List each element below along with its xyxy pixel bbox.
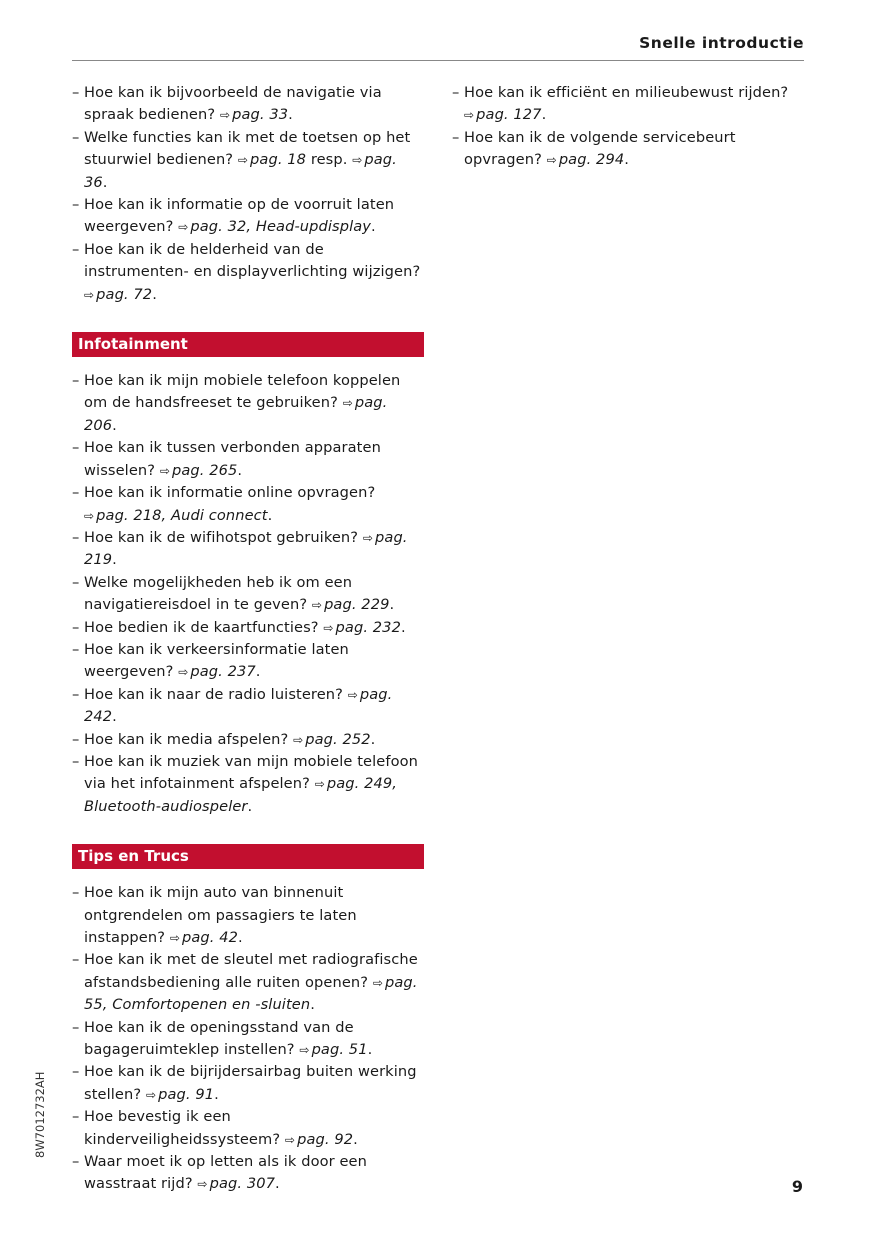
question-text: Hoe kan ik tussen verbonden apparaten wisselen? bbox=[84, 439, 381, 479]
page-reference-arrow-icon: ⇨ bbox=[323, 620, 334, 635]
question-text: . bbox=[255, 663, 261, 681]
question-text: . bbox=[400, 618, 406, 636]
question-item bbox=[72, 1017, 424, 1062]
question-item bbox=[452, 127, 804, 172]
question-text: . bbox=[237, 461, 243, 479]
section-heading-infotainment: Infotainment bbox=[72, 332, 424, 357]
page-reference-link[interactable]: pag. 32, Head-updisplay bbox=[190, 218, 372, 236]
page-reference-link[interactable]: pag. 242 bbox=[84, 685, 393, 726]
left-column bbox=[72, 82, 424, 1196]
question-text: Hoe kan ik mijn auto van binnenuit ontgrendelen om passagiers te laten instappen? bbox=[84, 884, 357, 946]
question-item bbox=[72, 882, 424, 949]
page-reference-arrow-icon: ⇨ bbox=[372, 975, 384, 990]
right-column bbox=[452, 82, 804, 172]
question-item bbox=[72, 82, 424, 127]
page-reference-link[interactable]: pag. 232 bbox=[335, 618, 401, 636]
page-reference-arrow-icon: ⇨ bbox=[145, 1087, 157, 1102]
question-item bbox=[72, 527, 424, 572]
question-text: . bbox=[112, 708, 117, 726]
page-reference-link[interactable]: pag. 206 bbox=[84, 394, 388, 434]
question-text: . bbox=[112, 551, 117, 569]
question-text: Hoe kan ik informatie op de voorruit laten weergeven? bbox=[84, 196, 395, 236]
question-item bbox=[72, 239, 424, 306]
page-reference-link[interactable]: pag. 218, Audi connect bbox=[96, 506, 268, 524]
page-reference-arrow-icon: ⇨ bbox=[546, 153, 557, 168]
question-text: . bbox=[353, 1130, 358, 1148]
page-reference-arrow-icon: ⇨ bbox=[178, 220, 189, 235]
question-text: . bbox=[247, 797, 253, 815]
question-text: Hoe kan ik efficiënt en milieubewust rijden? bbox=[464, 84, 789, 101]
intro-question-list bbox=[72, 82, 424, 306]
question-item bbox=[72, 1061, 424, 1106]
question-item bbox=[72, 482, 424, 527]
page-reference-arrow-icon: ⇨ bbox=[299, 1043, 310, 1058]
question-item bbox=[72, 1151, 424, 1196]
question-text: . bbox=[370, 730, 376, 748]
page-reference-link[interactable]: pag. 237 bbox=[190, 663, 256, 681]
page-reference-arrow-icon: ⇨ bbox=[342, 396, 353, 411]
question-text: Welke functies kan ik met de toetsen op het stuurwiel bedienen? bbox=[84, 128, 411, 169]
question-item bbox=[452, 82, 804, 127]
question-text: . bbox=[274, 1175, 280, 1193]
question-item bbox=[72, 370, 424, 437]
question-item bbox=[72, 437, 424, 482]
question-text: Hoe kan ik de helderheid van de instrumenten- en displayverlichting wijzigen? bbox=[84, 240, 421, 281]
question-text: Hoe kan ik mijn mobiele telefoon koppelen om de handsfreeset te gebruiken? bbox=[84, 372, 401, 412]
question-text: Hoe kan ik de openingsstand van de bagageruimteklep instellen? bbox=[84, 1018, 354, 1059]
section-heading-tips-en-trucs: Tips en Trucs bbox=[72, 844, 424, 869]
page-reference-arrow-icon: ⇨ bbox=[464, 108, 475, 123]
page-reference-arrow-icon: ⇨ bbox=[311, 598, 323, 613]
page-reference-arrow-icon: ⇨ bbox=[84, 508, 95, 523]
page-reference-link[interactable]: pag. 18 bbox=[250, 151, 307, 169]
question-item bbox=[72, 572, 424, 617]
question-item bbox=[72, 751, 424, 818]
page-reference-link[interactable]: pag. 307 bbox=[209, 1175, 275, 1193]
right-question-list bbox=[452, 82, 804, 172]
question-text: . bbox=[541, 106, 547, 124]
question-text: . bbox=[367, 1041, 373, 1059]
page-reference-link[interactable]: pag. 72 bbox=[96, 285, 153, 303]
page-reference-link[interactable]: pag. 265 bbox=[172, 461, 238, 479]
page-reference-link[interactable]: pag. 252 bbox=[305, 730, 371, 748]
page-reference-arrow-icon: ⇨ bbox=[314, 777, 325, 792]
question-text: Hoe kan ik bijvoorbeeld de navigatie via spraak bedienen? bbox=[84, 84, 382, 124]
question-text: Hoe kan ik verkeersinformatie laten weergeven? bbox=[84, 640, 349, 681]
page-reference-link[interactable]: pag. 51 bbox=[311, 1041, 368, 1059]
question-text: Hoe kan ik de volgende servicebeurt opvragen? bbox=[464, 128, 736, 169]
page-reference-link[interactable]: pag. 294 bbox=[558, 151, 625, 169]
header-divider bbox=[72, 60, 804, 61]
question-text: . bbox=[102, 173, 108, 191]
question-text: Hoe bedien ik de kaartfuncties? bbox=[84, 618, 324, 636]
page-number: 9 bbox=[791, 1177, 803, 1196]
question-text: Hoe kan ik naar de radio luisteren? bbox=[84, 685, 348, 703]
question-text: . bbox=[389, 596, 395, 614]
page-reference-arrow-icon: ⇨ bbox=[347, 687, 358, 702]
question-item bbox=[72, 127, 424, 194]
page-reference-arrow-icon: ⇨ bbox=[362, 530, 374, 545]
page-reference-arrow-icon: ⇨ bbox=[197, 1177, 208, 1192]
question-text: Hoe kan ik informatie online opvragen? bbox=[84, 484, 376, 502]
page-reference-arrow-icon: ⇨ bbox=[159, 463, 170, 478]
question-text: . bbox=[267, 506, 273, 524]
question-item bbox=[72, 949, 424, 1016]
question-text: . bbox=[288, 106, 293, 124]
page-reference-link[interactable]: pag. 249, Bluetooth-audiospeler bbox=[84, 775, 398, 815]
question-text: resp. bbox=[306, 151, 353, 169]
question-item bbox=[72, 729, 424, 751]
page-reference-link[interactable]: pag. 219 bbox=[84, 528, 408, 569]
page-reference-arrow-icon: ⇨ bbox=[169, 931, 180, 945]
page-reference-link[interactable]: pag. 42 bbox=[181, 929, 238, 946]
document-code: 8W7012732AH bbox=[33, 1071, 47, 1158]
question-text: . bbox=[371, 218, 376, 236]
question-text: Hoe kan ik media afspelen? bbox=[84, 730, 294, 748]
question-text: Hoe kan ik de bijrijdersairbag buiten werking stellen? bbox=[84, 1063, 417, 1103]
question-text: . bbox=[238, 929, 243, 946]
question-item bbox=[72, 639, 424, 684]
page-reference-arrow-icon: ⇨ bbox=[84, 287, 95, 302]
page-reference-link[interactable]: pag. 91 bbox=[158, 1085, 215, 1103]
question-text: . bbox=[624, 151, 629, 169]
page-reference-arrow-icon: ⇨ bbox=[284, 1132, 296, 1147]
question-text: Welke mogelijkheden heb ik om een navigatiereisdoel in te geven? bbox=[84, 573, 353, 614]
page-reference-link[interactable]: pag. 55, Comfortopenen en -sluiten bbox=[84, 973, 418, 1014]
page-reference-arrow-icon: ⇨ bbox=[219, 108, 231, 123]
question-item bbox=[72, 1106, 424, 1151]
question-item bbox=[72, 617, 424, 639]
page-reference-arrow-icon: ⇨ bbox=[237, 153, 249, 168]
question-text: Hoe bevestig ik een kinderveiligheidssysteem? bbox=[84, 1108, 285, 1148]
question-text: Hoe kan ik met de sleutel met radiografische afstandsbediening alle ruiten openen? bbox=[84, 951, 418, 991]
infotainment-question-list bbox=[72, 370, 424, 818]
page-reference-link[interactable]: pag. 36 bbox=[84, 151, 397, 191]
page-reference-arrow-icon: ⇨ bbox=[352, 153, 363, 168]
question-item bbox=[72, 684, 424, 729]
page-reference-link[interactable]: pag. 33 bbox=[232, 106, 289, 124]
page-reference-link[interactable]: pag. 127 bbox=[476, 106, 542, 124]
question-text: . bbox=[310, 996, 315, 1014]
question-text: Hoe kan ik de wifihotspot gebruiken? bbox=[84, 528, 363, 546]
question-item bbox=[72, 194, 424, 239]
question-text: Waar moet ik op letten als ik door een wasstraat rijd? bbox=[84, 1153, 367, 1193]
tips-question-list bbox=[72, 882, 424, 1196]
question-text: . bbox=[152, 285, 157, 303]
page-reference-arrow-icon: ⇨ bbox=[293, 732, 304, 747]
question-text: . bbox=[112, 416, 117, 434]
page-reference-link[interactable]: pag. 92 bbox=[297, 1130, 354, 1148]
question-text: Hoe kan ik muziek van mijn mobiele telefoon via het infotainment afspelen? bbox=[84, 752, 419, 793]
question-text: . bbox=[214, 1085, 219, 1103]
running-header-title: Snelle introductie bbox=[639, 34, 804, 52]
page-reference-link[interactable]: pag. 229 bbox=[324, 596, 390, 614]
page-reference-arrow-icon: ⇨ bbox=[178, 665, 189, 680]
